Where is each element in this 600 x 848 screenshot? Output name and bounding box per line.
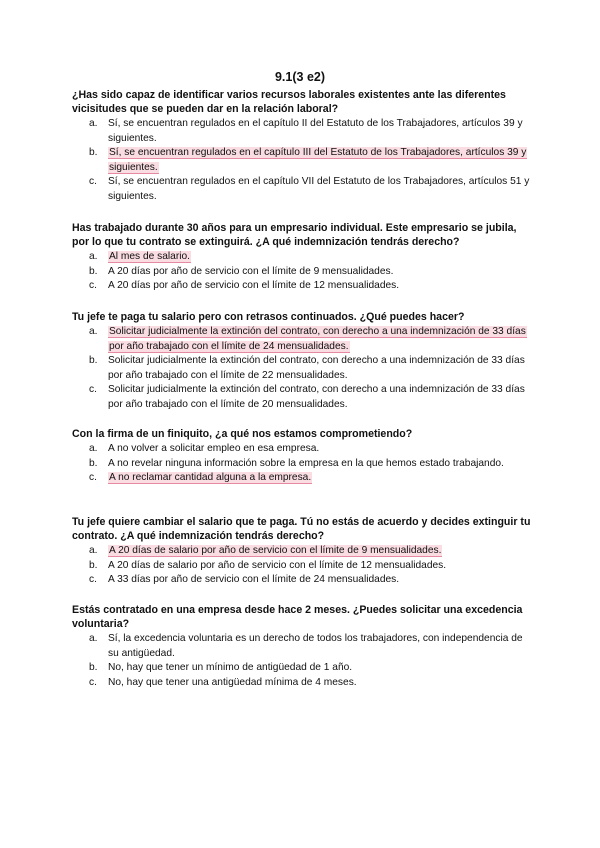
option-letter: b. xyxy=(89,355,98,366)
option-text: No, hay que tener una antigüedad mínima de 4 meses. xyxy=(108,676,357,688)
option-text: A 20 días de salario por año de servicio con el límite de 9 mensualidades. xyxy=(109,545,442,556)
option-letter: b. xyxy=(89,457,98,469)
question-block-6 xyxy=(72,603,532,690)
answer-option-b xyxy=(72,354,532,383)
answer-option-c xyxy=(72,279,532,294)
option-letter: c. xyxy=(89,574,97,585)
question-block-2 xyxy=(72,221,532,294)
answer-option-c xyxy=(72,383,532,412)
answer-option-b xyxy=(72,457,532,472)
option-text: A no revelar ninguna información sobre la empresa en la que hemos estado trabajando. xyxy=(108,457,504,469)
option-letter: c. xyxy=(89,472,97,483)
option-text: Sí, se encuentran regulados en el capítulo VII del Estatuto de los Trabajadores, artículos 51 y siguientes. xyxy=(108,176,530,202)
option-text: Solicitar judicialmente la extinción del contrato, con derecho a una indemnización de 33 días por año trabajado con el límite de 20 mensualidades. xyxy=(108,384,525,410)
answer-option-b xyxy=(72,265,532,280)
option-text: Solicitar judicialmente la extinción del contrato, con derecho a una indemnización de 33 días por año trabajado con el límite de 24 mensualidades. xyxy=(109,326,526,352)
question-block-3 xyxy=(72,310,532,412)
answer-option-a-highlighted xyxy=(72,325,532,354)
question-block-4 xyxy=(72,427,532,486)
option-text: A no reclamar cantidad alguna a la empresa. xyxy=(109,472,312,483)
option-text: A 20 días por año de servicio con el límite de 9 mensualidades. xyxy=(108,265,394,277)
option-text: No, hay que tener un mínimo de antigüedad de 1 año. xyxy=(108,662,353,673)
option-letter: b. xyxy=(89,559,98,571)
option-letter: c. xyxy=(89,676,97,688)
answer-option-a-highlighted xyxy=(72,250,532,265)
option-letter: c. xyxy=(89,280,97,291)
option-letter: c. xyxy=(89,384,97,395)
answer-option-a xyxy=(72,442,532,457)
answer-option-b-highlighted xyxy=(72,146,532,175)
answer-option-c xyxy=(72,573,532,588)
option-letter: b. xyxy=(89,662,98,673)
option-letter: c. xyxy=(89,176,97,187)
answer-option-c xyxy=(72,175,532,204)
option-text: A no volver a solicitar empleo en esa empresa. xyxy=(108,443,320,454)
question-text: Has trabajado durante 30 años para un empresario individual. Este empresario se jubila, por lo que tu contrato se extinguirá. ¿A qué indemnización tendrás derecho? xyxy=(72,222,517,248)
option-letter: a. xyxy=(89,443,98,454)
answer-option-c xyxy=(72,676,532,691)
option-text: Sí, la excedencia voluntaria es un derecho de todos los trabajadores, con independencia de su antigüedad. xyxy=(108,633,523,659)
option-letter: b. xyxy=(89,265,98,277)
answer-option-a xyxy=(72,632,532,661)
option-text: A 20 días por año de servicio con el límite de 12 mensualidades. xyxy=(108,280,400,291)
option-text: Al mes de salario. xyxy=(109,251,190,262)
page-title: 9.1(3 e2) xyxy=(274,70,326,84)
question-block-1 xyxy=(72,88,532,204)
option-letter: a. xyxy=(89,251,98,262)
answer-option-b xyxy=(72,559,532,574)
question-text: Tu jefe quiere cambiar el salario que te paga. Tú no estás de acuerdo y decides extinguir tu contrato. ¿A qué indemnización tendrás derecho? xyxy=(72,516,531,542)
option-text: Sí, se encuentran regulados en el capítulo III del Estatuto de los Trabajadores, artículos 39 y siguientes. xyxy=(109,147,527,173)
option-text: Sí, se encuentran regulados en el capítulo II del Estatuto de los Trabajadores, artículos 39 y siguientes. xyxy=(108,118,523,144)
question-text: Tu jefe te paga tu salario pero con retrasos continuados. ¿Qué puedes hacer? xyxy=(72,311,465,323)
option-text: Solicitar judicialmente la extinción del contrato, con derecho a una indemnización de 33 días por año trabajado con el límite de 22 mensualidades. xyxy=(108,355,525,381)
question-block-5 xyxy=(72,515,532,588)
option-text: A 20 días de salario por año de servicio con el límite de 12 mensualidades. xyxy=(108,559,447,571)
option-letter: a. xyxy=(89,326,98,337)
option-letter: a. xyxy=(89,633,98,644)
answer-option-b xyxy=(72,661,532,676)
option-letter: b. xyxy=(89,147,98,158)
answer-option-a-highlighted xyxy=(72,544,532,559)
answer-option-a xyxy=(72,117,532,146)
option-letter: a. xyxy=(89,545,98,556)
question-text: Estás contratado en una empresa desde hace 2 meses. ¿Puedes solicitar una excedencia voluntaria? xyxy=(72,604,523,630)
option-text: A 33 días por año de servicio con el límite de 24 mensualidades. xyxy=(108,574,400,585)
option-letter: a. xyxy=(89,118,98,129)
question-text: ¿Has sido capaz de identificar varios recursos laborales existentes ante las diferentes vicisitudes que se pueden dar en la relación laboral? xyxy=(72,89,506,115)
question-text: Con la firma de un finiquito, ¿a qué nos estamos comprometiendo? xyxy=(72,428,413,440)
answer-option-c-highlighted xyxy=(72,471,532,486)
